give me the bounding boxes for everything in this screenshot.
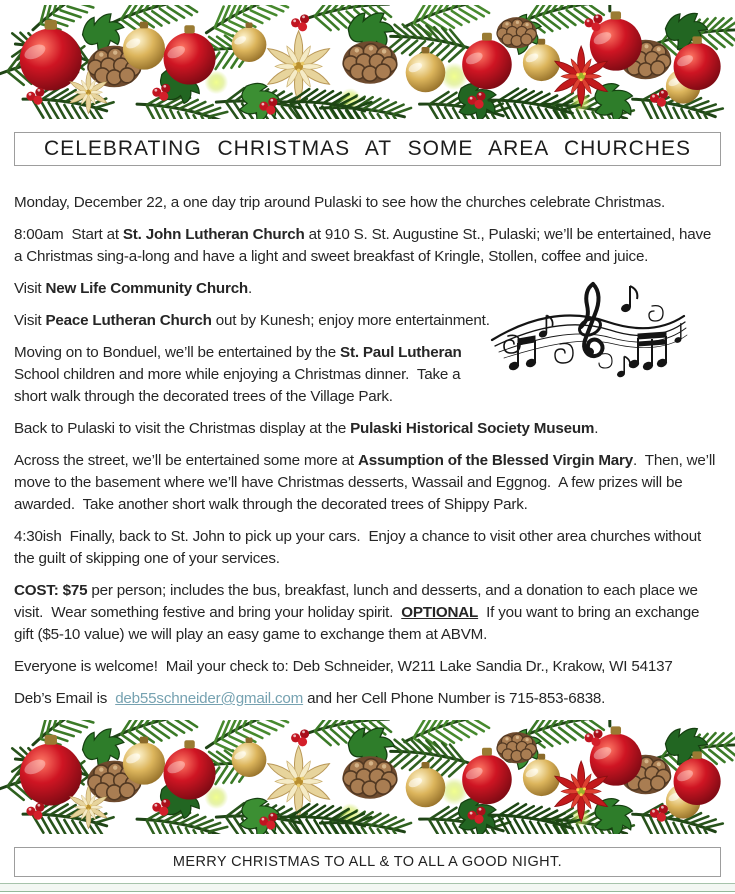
paragraph-st-john: 8:00am Start at St. John Lutheran Church at 910 S. St. Augustine St., Pulaski; we’ll be entertained, have a Christmas sing-a-long and have a light and sweet breakfast of Kringle, Stollen, coffee and juice. <box>14 226 716 265</box>
paragraph-cost: COST: $75 per person; includes the bus, breakfast, lunch and desserts, and a donation to each place we visit. Wear something festive and bring your holiday spirit. OPTIONAL If you want to bring an exchange gift ($5-10 value) we will play an easy game to exchange them at ABVM. <box>14 582 704 643</box>
paragraph-museum: Back to Pulaski to visit the Christmas display at the Pulaski Historical Society Museum. <box>14 420 599 437</box>
footer-box <box>14 847 721 877</box>
top-christmas-garland <box>0 5 735 119</box>
paragraph-bonduel: Moving on to Bonduel, we’ll be entertained by the St. Paul Lutheran School children and more while enjoying a Christmas dinner. Take a short walk through the decorated trees of the Village Park. <box>14 344 466 405</box>
paragraph-return: 4:30ish Finally, back to St. John to pick up your cars. Enjoy a chance to visit other area churches without the guilt of skipping one of your services. <box>14 528 706 567</box>
email-link[interactable]: deb55schneider@gmail.com <box>115 690 304 707</box>
music-notes-icon <box>486 278 691 393</box>
footer-message: MERRY CHRISTMAS TO ALL & TO ALL A GOOD NIGHT. <box>172 854 563 870</box>
bottom-garland-edge <box>0 883 735 892</box>
paragraph-welcome: Everyone is welcome! Mail your check to: Deb Schneider, W211 Lake Sandia Dr., Krakow, WI 54137 <box>14 658 673 675</box>
paragraph-contact: Deb’s Email is deb55schneider@gmail.com and her Cell Phone Number is 715-853-6838. <box>14 690 606 707</box>
document-body <box>0 192 735 710</box>
bottom-christmas-garland <box>0 720 735 834</box>
paragraph-new-life: Visit New Life Community Church. <box>14 280 253 297</box>
paragraph-abvm: Across the street, we’ll be entertained some more at Assumption of the Blessed Virgin Mary. Then, we’ll move to the basement where we’ll have Christmas desserts, Wassail and Eggnog. A few prizes will be awarded. Take another short walk through the decorated trees of Shippy Park. <box>14 452 720 513</box>
paragraph-intro: Monday, December 22, a one day trip around Pulaski to see how the churches celebrate Christmas. <box>14 194 666 211</box>
title-box <box>14 132 721 166</box>
page-title: CELEBRATING CHRISTMAS AT SOME AREA CHURCHES <box>44 137 691 160</box>
paragraph-peace-lutheran: Visit Peace Lutheran Church out by Kunesh; enjoy more entertainment. <box>14 312 490 329</box>
